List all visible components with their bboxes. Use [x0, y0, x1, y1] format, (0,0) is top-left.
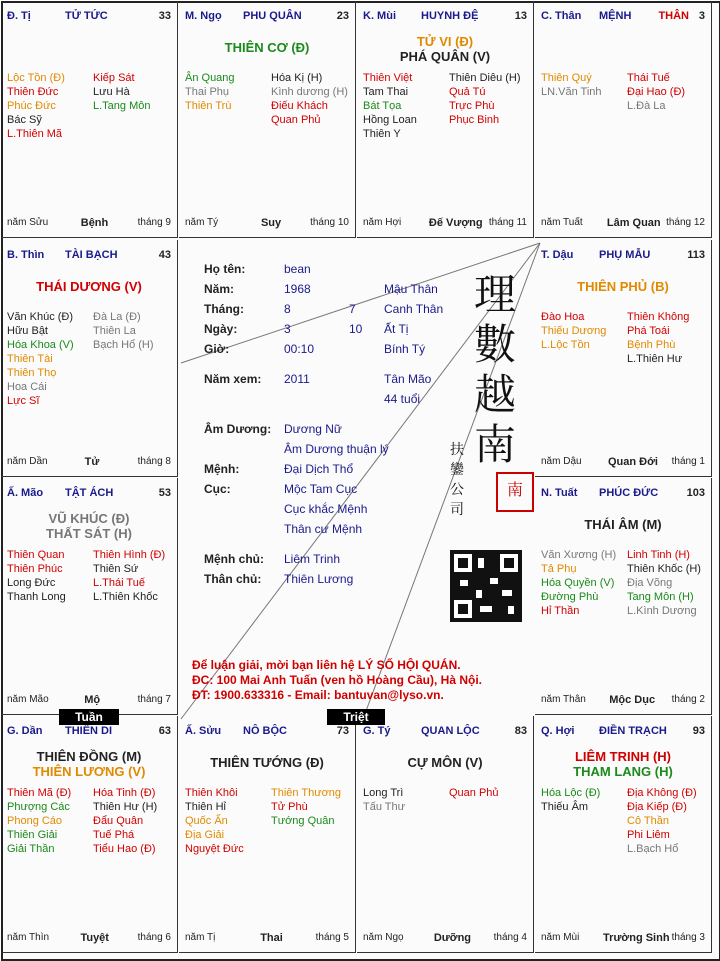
small-script: 扶 鑾 公 司	[450, 442, 464, 518]
month-label: tháng 4	[493, 932, 527, 943]
minor-star: Lưu Hà	[93, 86, 130, 98]
minor-star: Hoa Cái	[7, 381, 47, 393]
right-stars	[271, 786, 341, 828]
palace-name: PHU QUÂN	[243, 10, 302, 22]
minor-star: L.Lộc Tồn	[541, 339, 590, 351]
minor-star: Thanh Long	[7, 591, 66, 603]
palace-name: HUYNH ĐỆ	[421, 10, 479, 22]
year-value: 1968	[284, 282, 311, 296]
left-stars	[541, 310, 606, 352]
year-label: năm Hợi	[363, 217, 402, 228]
palace-mao	[1, 478, 178, 715]
minor-star: Bạch Hổ (H)	[93, 339, 154, 351]
left-stars	[541, 786, 600, 814]
triet-tag: Triệt	[327, 709, 385, 725]
name-value: bean	[284, 262, 311, 276]
minor-star: Thai Phụ	[185, 86, 230, 98]
start-age: 83	[514, 725, 527, 737]
left-stars	[541, 548, 616, 618]
minor-star: Thiên Khốc (H)	[627, 563, 701, 575]
minor-star: L.Thiên Mã	[7, 128, 63, 140]
contact-line-1: Để luận giải, mời bạn liên hệ LÝ SỐ HỘI QUÁN.	[192, 658, 461, 672]
life-stage: Dưỡng	[433, 932, 472, 944]
minor-star: Tả Phụ	[541, 563, 577, 575]
minor-star: Thiên Diêu (H)	[449, 72, 521, 84]
contact-line-2: ĐC: 100 Mai Anh Tuấn (ven hồ Hoàng Cầu), Hà Nội.	[192, 673, 483, 687]
minor-star: Linh Tinh (H)	[627, 549, 690, 561]
palace-ti	[1, 1, 178, 238]
minor-star: Thiên Mã (Đ)	[7, 787, 72, 799]
minor-star: Văn Khúc (Đ)	[7, 311, 74, 323]
thanchu-value: Thiên Lương	[284, 572, 354, 586]
left-stars	[363, 786, 405, 814]
info-panel	[178, 240, 537, 716]
minor-star: Hóa Khoa (V)	[7, 339, 74, 351]
right-stars	[93, 548, 165, 604]
minor-star: Địa Giải	[185, 829, 225, 841]
palace-footer	[185, 217, 349, 231]
palace-footer	[363, 217, 527, 231]
amduong-label: Âm Dương:	[204, 422, 272, 436]
minor-star: Thiên Không	[627, 311, 690, 323]
minor-star: Địa Võng	[627, 577, 673, 589]
palace-footer	[7, 456, 171, 470]
minor-star: Thiên Thọ	[7, 367, 57, 379]
contact-info	[192, 658, 482, 703]
palace-name: PHỤ MẪU	[599, 249, 651, 261]
palace-footer	[7, 217, 171, 231]
year-label: năm Tý	[185, 217, 219, 228]
palace-name: ĐIỀN TRẠCH	[599, 725, 667, 737]
minor-star: Lộc Tồn (Đ)	[7, 72, 65, 84]
right-stars	[627, 71, 685, 113]
hour-value: 00:10	[284, 342, 315, 356]
palace-footer	[185, 932, 349, 946]
day-solar: 3	[284, 322, 291, 336]
minor-star: Phong Cáo	[7, 815, 63, 827]
month-label: tháng 6	[137, 932, 171, 943]
year-label: năm Tuất	[541, 217, 583, 228]
minor-star: Thiếu Âm	[541, 801, 589, 813]
main-star: THIÊN LƯƠNG (V)	[32, 764, 146, 779]
minor-star: Thái Tuế	[627, 72, 670, 84]
branch-label: Ấ. Mão	[7, 487, 44, 499]
minor-star: L.Thái Tuế	[93, 577, 145, 589]
start-age: 33	[158, 10, 171, 22]
palace-ngo	[179, 1, 356, 238]
hour-label: Giờ:	[204, 342, 230, 356]
branch-label: B. Thìn	[7, 249, 45, 261]
start-age: 23	[336, 10, 349, 22]
minor-star: Thiên La	[93, 325, 136, 337]
left-stars	[7, 786, 71, 856]
month-label: tháng 3	[671, 932, 705, 943]
palace-name: TỬ TỨC	[65, 10, 108, 22]
right-stars	[627, 786, 697, 856]
minor-star: Long Đức	[7, 577, 56, 589]
life-stage: Quan Đới	[608, 456, 658, 468]
branch-label: Đ. Tị	[7, 10, 31, 22]
year-label: năm Sửu	[7, 217, 49, 228]
minor-star: Phượng Các	[7, 801, 70, 813]
palace-header	[185, 725, 349, 739]
start-age: 43	[158, 249, 171, 261]
year-label: năm Mão	[7, 694, 49, 705]
main-star: VŨ KHÚC (Đ)	[48, 511, 130, 526]
palace-thin	[1, 240, 178, 477]
amduong-value: Dương Nữ	[284, 422, 342, 436]
main-star: THIÊN PHỦ (B)	[577, 279, 669, 294]
day-label: Ngày:	[204, 322, 238, 336]
branch-label: Ấ. Sửu	[185, 725, 222, 737]
palace-header	[7, 725, 171, 739]
palace-header	[7, 10, 171, 24]
minor-star: Đường Phù	[541, 591, 599, 603]
left-stars	[7, 548, 66, 604]
month-label: tháng 11	[488, 217, 527, 228]
life-stage: Mộ	[84, 694, 101, 706]
minor-star: Đào Hoa	[541, 311, 585, 323]
palace-header	[363, 10, 527, 24]
minor-star: Phúc Đức	[7, 100, 56, 112]
year-label: năm Mùi	[541, 932, 580, 943]
seal-stamp: 南	[496, 472, 534, 512]
palace-hoi	[535, 716, 712, 953]
month-label: tháng 9	[137, 217, 171, 228]
month-label: Tháng:	[204, 302, 244, 316]
palace-header	[7, 487, 171, 501]
minor-star: Bát Tọa	[363, 100, 402, 112]
amduong-value-2: Âm Dương thuận lý	[284, 442, 389, 456]
year-label: năm Thân	[541, 694, 586, 705]
palace-header	[185, 10, 349, 24]
view-year: 2011	[284, 372, 310, 386]
minor-star: Tướng Quân	[271, 815, 335, 827]
minor-star: Kiếp Sát	[93, 72, 135, 84]
minor-star: L.Thiên Khốc	[93, 591, 158, 603]
minor-star: Tử Phù	[271, 801, 308, 813]
month-label: tháng 8	[137, 456, 171, 467]
palace-header	[7, 249, 171, 263]
palace-tuat	[535, 478, 712, 715]
palace-header	[541, 487, 705, 501]
menhchu-value: Liêm Trinh	[284, 552, 341, 566]
minor-star: Phi Liêm	[627, 829, 670, 841]
minor-star: Đẩu Quân	[93, 815, 144, 827]
palace-name: QUAN LỘC	[421, 725, 480, 737]
minor-star: L.Tang Môn	[93, 100, 151, 112]
branch-label: T. Dậu	[541, 249, 574, 261]
minor-star: Hóa Kị (H)	[271, 72, 323, 84]
contact-line-3: ĐT: 1900.633316 - Email: bantuvan@lyso.vn.	[192, 688, 444, 702]
minor-star: Thiên Phúc	[7, 563, 63, 575]
life-stage: Đế Vượng	[428, 217, 483, 229]
branch-label: G. Tý	[363, 725, 391, 737]
palace-footer	[7, 694, 171, 708]
thanchu-label: Thân chủ:	[204, 572, 262, 586]
year-label: năm Tị	[185, 932, 216, 943]
year-label: Năm:	[204, 282, 235, 296]
start-age: 103	[686, 487, 705, 499]
main-star: THAM LANG (H)	[573, 764, 673, 779]
main-star: CỰ MÔN (V)	[407, 755, 483, 770]
month-label: tháng 2	[671, 694, 705, 705]
minor-star: Nguyệt Đức	[185, 843, 244, 855]
minor-star: Hữu Bật	[7, 325, 48, 337]
start-age: 53	[158, 487, 171, 499]
life-stage: Trường Sinh	[603, 932, 670, 944]
right-stars	[93, 786, 157, 856]
palace-footer	[363, 932, 527, 946]
tuan-tag: Tuần	[59, 709, 119, 725]
month-label: tháng 10	[310, 217, 349, 228]
right-stars	[93, 310, 154, 352]
minor-star: Tấu Thư	[363, 801, 406, 813]
branch-label: Q. Hợi	[541, 725, 575, 737]
main-star: PHÁ QUÂN (V)	[399, 49, 491, 64]
qr-code	[450, 550, 522, 622]
minor-star: Tiểu Hao (Đ)	[93, 843, 156, 855]
main-star: LIÊM TRINH (H)	[574, 749, 672, 764]
palace-name: MỆNH	[599, 10, 632, 22]
start-age: 3	[698, 10, 705, 22]
year-can: Mậu Thân	[384, 282, 438, 296]
menh-label: Mệnh:	[204, 462, 240, 476]
minor-star: Văn Xương (H)	[541, 549, 617, 561]
start-age: 63	[158, 725, 171, 737]
calligraphy: 理 數 越 南	[473, 270, 516, 469]
than-marker: THÂN	[658, 10, 689, 22]
year-label: năm Dậu	[541, 456, 582, 467]
minor-star: Đà La (Đ)	[93, 311, 141, 323]
month-label: tháng 1	[671, 456, 705, 467]
main-star: THẤT SÁT (H)	[46, 526, 132, 541]
minor-star: Thiên Giải	[7, 829, 58, 841]
menhchu-label: Mệnh chủ:	[204, 552, 264, 566]
palace-footer	[541, 694, 705, 708]
branch-label: G. Dần	[7, 725, 43, 737]
cuc-label: Cục:	[204, 482, 231, 496]
minor-star: Tang Môn (H)	[627, 591, 694, 603]
day-can: Ất Tị	[384, 322, 409, 336]
year-label: năm Ngọ	[363, 932, 404, 943]
life-stage: Lâm Quan	[606, 217, 661, 229]
palace-suu	[179, 716, 356, 953]
hour-can: Bính Tý	[384, 342, 426, 356]
month-can: Canh Thân	[384, 302, 444, 316]
minor-star: L.Bạch Hổ	[627, 843, 679, 855]
left-stars	[7, 71, 65, 141]
palace-header	[363, 725, 527, 739]
minor-star: Thiên Hư (H)	[93, 801, 158, 813]
minor-star: Thiếu Dương	[541, 325, 607, 337]
minor-star: Hóa Tinh (Đ)	[93, 787, 156, 799]
minor-star: Địa Kiếp (Đ)	[627, 801, 687, 813]
minor-star: Phá Toái	[627, 325, 670, 337]
right-stars	[271, 71, 348, 127]
palace-footer	[541, 217, 705, 231]
right-stars	[93, 71, 150, 113]
minor-star: Hỉ Thần	[541, 605, 580, 617]
menh-value: Đại Dịch Thổ	[284, 462, 354, 476]
minor-star: Thiên Khôi	[185, 787, 238, 799]
minor-star: Thiên Quý	[541, 72, 592, 84]
cuc-value: Mộc Tam Cục	[284, 482, 358, 496]
minor-star: Phục Binh	[449, 114, 500, 126]
life-stage: Bệnh	[80, 217, 109, 229]
start-age: 113	[687, 249, 705, 261]
minor-star: Quốc Ấn	[185, 815, 228, 827]
minor-star: Cô Thần	[627, 815, 669, 827]
left-stars	[185, 786, 244, 856]
left-stars	[363, 71, 417, 141]
minor-star: Thiên Thương	[271, 787, 342, 799]
palace-name: TẬT ÁCH	[65, 487, 114, 499]
minor-star: Hóa Quyền (V)	[541, 577, 615, 589]
minor-star: Tam Thai	[363, 86, 409, 98]
minor-star: Bệnh Phù	[627, 339, 676, 351]
main-star: THIÊN CƠ (Đ)	[224, 40, 310, 55]
minor-star: Kình dương (H)	[271, 86, 348, 98]
minor-star: Quan Phủ	[449, 787, 499, 799]
palace-than	[535, 1, 712, 238]
start-age: 73	[336, 725, 349, 737]
minor-star: Thiên Quan	[7, 549, 65, 561]
minor-star: Tuế Phá	[93, 829, 135, 841]
minor-star: Thiên Đức	[7, 86, 59, 98]
branch-label: C. Thân	[541, 10, 582, 22]
palace-name: NÔ BỘC	[243, 725, 287, 737]
cuc-value-3: Thân cư Mệnh	[284, 522, 363, 536]
left-stars	[541, 71, 602, 99]
palace-name: PHÚC ĐỨC	[599, 487, 659, 499]
main-star: THÁI DƯƠNG (V)	[36, 279, 142, 294]
palace-dan	[1, 716, 178, 953]
minor-star: Thiên Y	[363, 128, 401, 140]
right-stars	[449, 71, 521, 127]
branch-label: N. Tuất	[541, 487, 578, 499]
palace-header	[541, 10, 705, 24]
minor-star: Thiên Tài	[7, 353, 53, 365]
month-lunar: 7	[349, 302, 356, 316]
minor-star: Thiên Trù	[185, 100, 232, 112]
palace-name: THIÊN DI	[65, 725, 113, 737]
minor-star: Điếu Khách	[271, 100, 328, 112]
left-stars	[7, 310, 74, 408]
start-age: 13	[514, 10, 527, 22]
palace-footer	[541, 932, 705, 946]
month-label: tháng 12	[666, 217, 705, 228]
minor-star: L.Thiên Hư	[627, 353, 683, 365]
minor-star: Ân Quang	[185, 72, 235, 84]
month-label: tháng 7	[137, 694, 171, 705]
view-can: Tân Mão	[384, 372, 432, 386]
name-label: Họ tên:	[204, 262, 246, 276]
right-stars	[449, 786, 499, 800]
minor-star: Thiên Hỉ	[185, 801, 226, 813]
main-star: THÁI ÂM (M)	[584, 517, 662, 532]
minor-star: LN.Văn Tinh	[541, 86, 602, 98]
year-label: năm Thìn	[7, 932, 50, 943]
minor-star: Đại Hao (Đ)	[627, 86, 686, 98]
main-star: THIÊN TƯỚNG (Đ)	[210, 755, 324, 770]
year-label: năm Dần	[7, 456, 48, 467]
branch-label: M. Ngọ	[185, 10, 222, 22]
cuc-value-2: Cục khắc Mệnh	[284, 502, 368, 516]
month-label: tháng 5	[315, 932, 349, 943]
main-star: THIÊN ĐỒNG (M)	[36, 749, 142, 764]
minor-star: Thiên Hình (Đ)	[93, 549, 166, 561]
minor-star: Quả Tú	[449, 86, 486, 98]
start-age: 93	[692, 725, 705, 737]
view-year-label: Năm xem:	[204, 372, 262, 386]
right-stars	[627, 548, 701, 618]
minor-star: Hóa Lộc (Đ)	[541, 787, 601, 799]
life-stage: Mộc Dục	[609, 694, 656, 706]
palace-header	[541, 725, 705, 739]
view-age: 44 tuổi	[384, 392, 421, 406]
minor-star: Thiên Sứ	[93, 563, 139, 575]
palace-header	[541, 249, 705, 263]
palace-dau	[535, 240, 712, 477]
minor-star: Hồng Loan	[363, 114, 417, 126]
life-stage: Thai	[260, 932, 283, 944]
day-lunar: 10	[349, 322, 363, 336]
minor-star: Trực Phù	[449, 100, 495, 112]
palace-ty	[357, 716, 534, 953]
palace-mui	[357, 1, 534, 238]
minor-star: L.Kình Dương	[627, 605, 697, 617]
right-stars	[627, 310, 689, 366]
palace-footer	[7, 932, 171, 946]
minor-star: Địa Không (Đ)	[627, 787, 697, 799]
life-stage: Tử	[84, 456, 100, 468]
minor-star: Bác Sỹ	[7, 114, 42, 126]
main-star: TỬ VI (Đ)	[416, 34, 474, 49]
palace-footer	[541, 456, 705, 470]
minor-star: Thiên Việt	[363, 72, 413, 84]
minor-star: Giải Thần	[7, 843, 55, 855]
palace-name: TÀI BẠCH	[65, 249, 118, 261]
minor-star: L.Đà La	[627, 100, 666, 112]
branch-label: K. Mùi	[363, 10, 396, 22]
left-stars	[185, 71, 235, 113]
minor-star: Quan Phủ	[271, 114, 321, 126]
minor-star: Lực Sĩ	[7, 395, 40, 407]
month-solar: 8	[284, 302, 291, 316]
life-stage: Suy	[260, 217, 282, 229]
life-stage: Tuyệt	[80, 932, 109, 944]
minor-star: Long Trì	[363, 787, 404, 799]
